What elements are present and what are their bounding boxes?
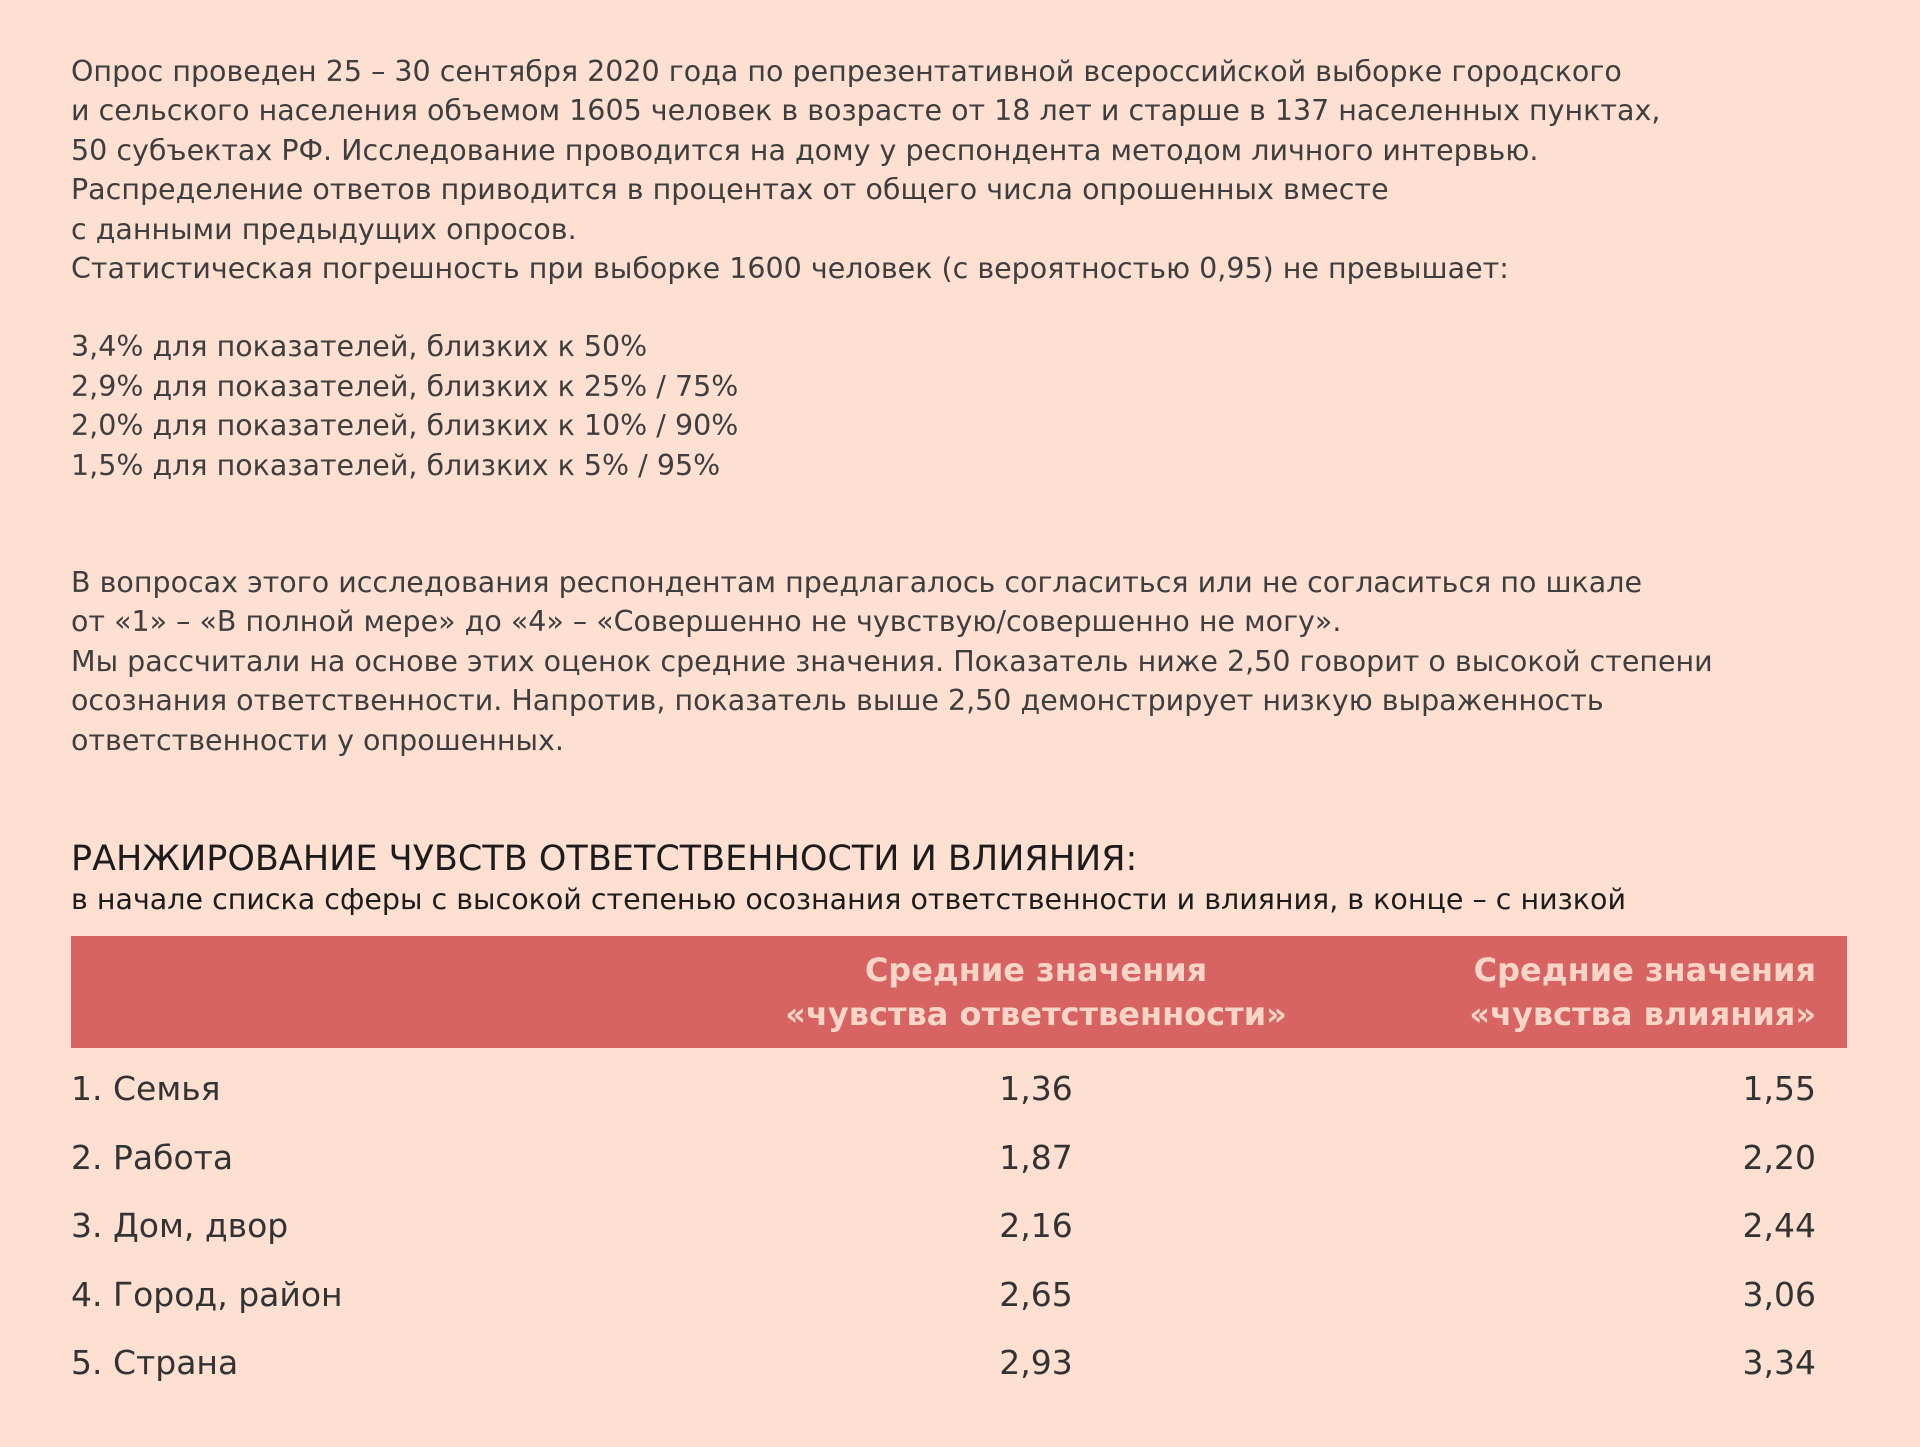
scale-explanation-paragraph	[71, 563, 1847, 760]
table-row	[71, 1124, 1847, 1193]
table-row	[71, 1329, 1847, 1398]
sphere-name: 5. Страна	[71, 1343, 239, 1383]
text-line: Статистическая погрешность при выборке 1600 человек (с вероятностью 0,95) не превышает:	[71, 252, 1509, 286]
header-line: «чувства влияния»	[1469, 995, 1816, 1034]
column-header-influence	[1469, 948, 1816, 1036]
table-title: РАНЖИРОВАНИЕ ЧУВСТВ ОТВЕТСТВЕННОСТИ И ВЛИЯНИЯ:	[71, 839, 1138, 880]
sphere-name: 4. Город, район	[71, 1274, 343, 1314]
table-subtitle: в начале списка сферы с высокой степенью осознания ответственности и влияния, в конце – с низкой	[71, 883, 1626, 917]
responsibility-value: 2,93	[999, 1343, 1073, 1383]
table-header	[71, 936, 1847, 1048]
influence-value: 3,34	[1742, 1343, 1816, 1383]
text-line: Мы рассчитали на основе этих оценок средние значения. Показатель ниже 2,50 говорит о высокой степени	[71, 644, 1713, 678]
table-row	[71, 1055, 1847, 1124]
text-line: 50 субъектах РФ. Исследование проводится на дому у респондента методом личного интервью.	[71, 133, 1539, 167]
influence-value: 1,55	[1742, 1069, 1816, 1109]
survey-info-page	[71, 52, 1847, 1398]
error-item: 1,5% для показателей, близких к 5% / 95%	[71, 448, 721, 482]
responsibility-value: 2,16	[999, 1206, 1073, 1246]
table-row	[71, 1192, 1847, 1261]
text-line: осознания ответственности. Напротив, показатель выше 2,50 демонстрирует низкую выраженность	[71, 684, 1604, 718]
text-line: Опрос проведен 25 – 30 сентября 2020 года по репрезентативной всероссийской выборке городского	[71, 55, 1622, 88]
survey-methodology-paragraph	[71, 52, 1847, 288]
responsibility-value: 2,65	[999, 1274, 1073, 1314]
header-line: Средние значения	[864, 951, 1208, 990]
header-line: «чувства ответственности»	[785, 995, 1287, 1034]
table-body	[71, 1048, 1847, 1398]
responsibility-value: 1,87	[999, 1137, 1073, 1177]
error-item: 2,0% для показателей, близких к 10% / 90%	[71, 409, 739, 443]
text-line: с данными предыдущих опросов.	[71, 212, 577, 246]
sphere-name: 2. Работа	[71, 1137, 234, 1177]
influence-value: 3,06	[1742, 1274, 1816, 1314]
text-line: и сельского населения объемом 1605 человек в возрасте от 18 лет и старше в 137 населенных пунктах,	[71, 94, 1661, 128]
influence-value: 2,44	[1742, 1206, 1816, 1246]
sphere-name: 1. Семья	[71, 1069, 221, 1109]
text-line: Распределение ответов приводится в процентах от общего числа опрошенных вместе	[71, 173, 1389, 207]
text-line: ответственности у опрошенных.	[71, 723, 564, 757]
column-header-responsibility	[631, 948, 1441, 1036]
table-row	[71, 1261, 1847, 1330]
text-line: В вопросах этого исследования респондентам предлагалось согласиться или не согласиться по шкале	[71, 566, 1642, 600]
influence-value: 2,20	[1742, 1137, 1816, 1177]
sphere-name: 3. Дом, двор	[71, 1206, 289, 1246]
table-heading	[71, 837, 1847, 919]
header-line: Средние значения	[1473, 951, 1816, 990]
responsibility-value: 1,36	[999, 1069, 1073, 1109]
error-item: 2,9% для показателей, близких к 25% / 75%	[71, 369, 739, 403]
error-item: 3,4% для показателей, близких к 50%	[71, 330, 648, 364]
ranking-table	[71, 936, 1847, 1398]
text-line: от «1» – «В полной мере» до «4» – «Совершенно не чувствую/совершенно не могу».	[71, 605, 1342, 639]
statistical-error-list	[71, 327, 1847, 485]
